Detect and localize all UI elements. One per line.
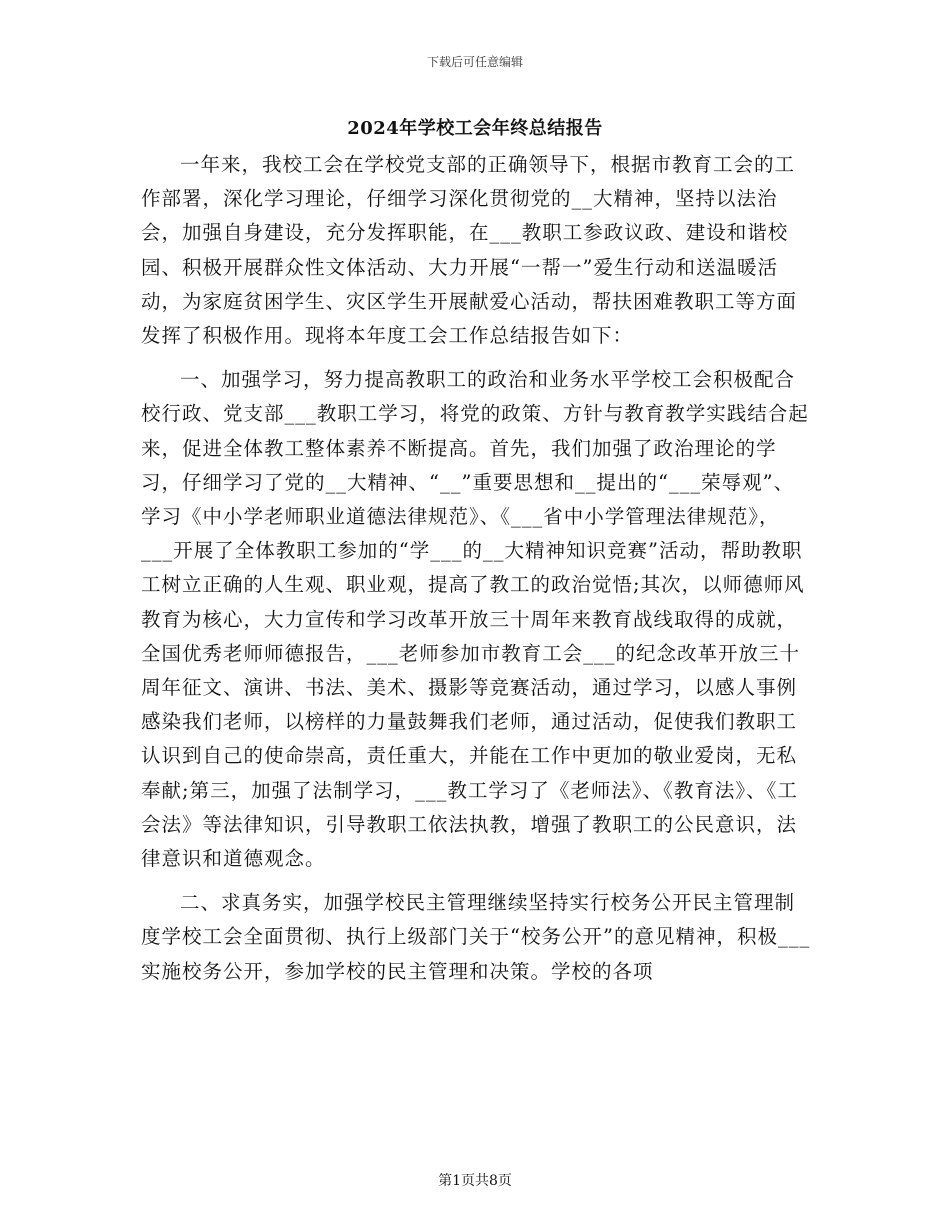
page-number: 第1页共8页 — [438, 1173, 512, 1189]
paragraph-intro: 一年来，我校工会在学校党支部的正确领导下，根据市教育工会的工作部署，深化学习理论，仔细学习深化贯彻党的__大精神，坚持以法治会，加强自身建设，充分发挥职能，在___教职工参政议政、建设和谐校园、积极开展群众性文体活动、大力开展“一帮一”爱生行动和送温暖活动，为家庭贫困学生、灾区学生开展献爱心活动，帮扶困难教职工等方面发挥了积极作用。现将本年度工会工作总结报告如下： — [141, 153, 798, 348]
paragraph-section-2: 二、求真务实，加强学校民主管理继续坚持实行校务公开民主管理制度学校工会全面贯彻、执行上级部门关于“校务公开”的意见精神，积极___实施校务公开，参加学校的民主管理和决策。学校的各项 — [141, 891, 811, 983]
document-body — [141, 148, 811, 989]
header-note: 下载后可任意编辑 — [426, 55, 523, 69]
document-title: 2024年学校工会年终总结报告 — [347, 118, 603, 139]
paragraph-section-1: 一、加强学习，努力提高教职工的政治和业务水平学校工会积极配合校行政、党支部___教职工学习，将党的政策、方针与教育教学实践结合起来，促进全体教工整体素养不断提高。首先，我们加强了政治理论的学习，仔细学习了党的__大精神、“__”重要思想和__提出的“___荣辱观”、学习《中小学老师职业道德法律规范》、《___省中小学管理法律规范》，___开展了全体教职工参加的“学___的__大精神知识竞赛”活动，帮助教职工树立正确的人生观、职业观，提高了教工的政治觉悟;其次，以师德师风教育为核心，大力宣传和学习改革开放三十周年来教育战线取得的成就，全国优秀老师师德报告，___老师参加市教育工会___的纪念改革开放三十周年征文、演讲、书法、美术、摄影等竞赛活动，通过学习，以感人事例感染我们老师，以榜样的力量鼓舞我们老师，通过活动，促使我们教职工认识到自己的使命崇高，责任重大，并能在工作中更加的敬业爱岗，无私奉献;第三，加强了法制学习，___教工学习了《老师法》、《教育法》、《工会法》等法律知识，引导教职工依法执教，增强了教职工的公民意识，法律意识和道德观念。 — [141, 368, 809, 871]
